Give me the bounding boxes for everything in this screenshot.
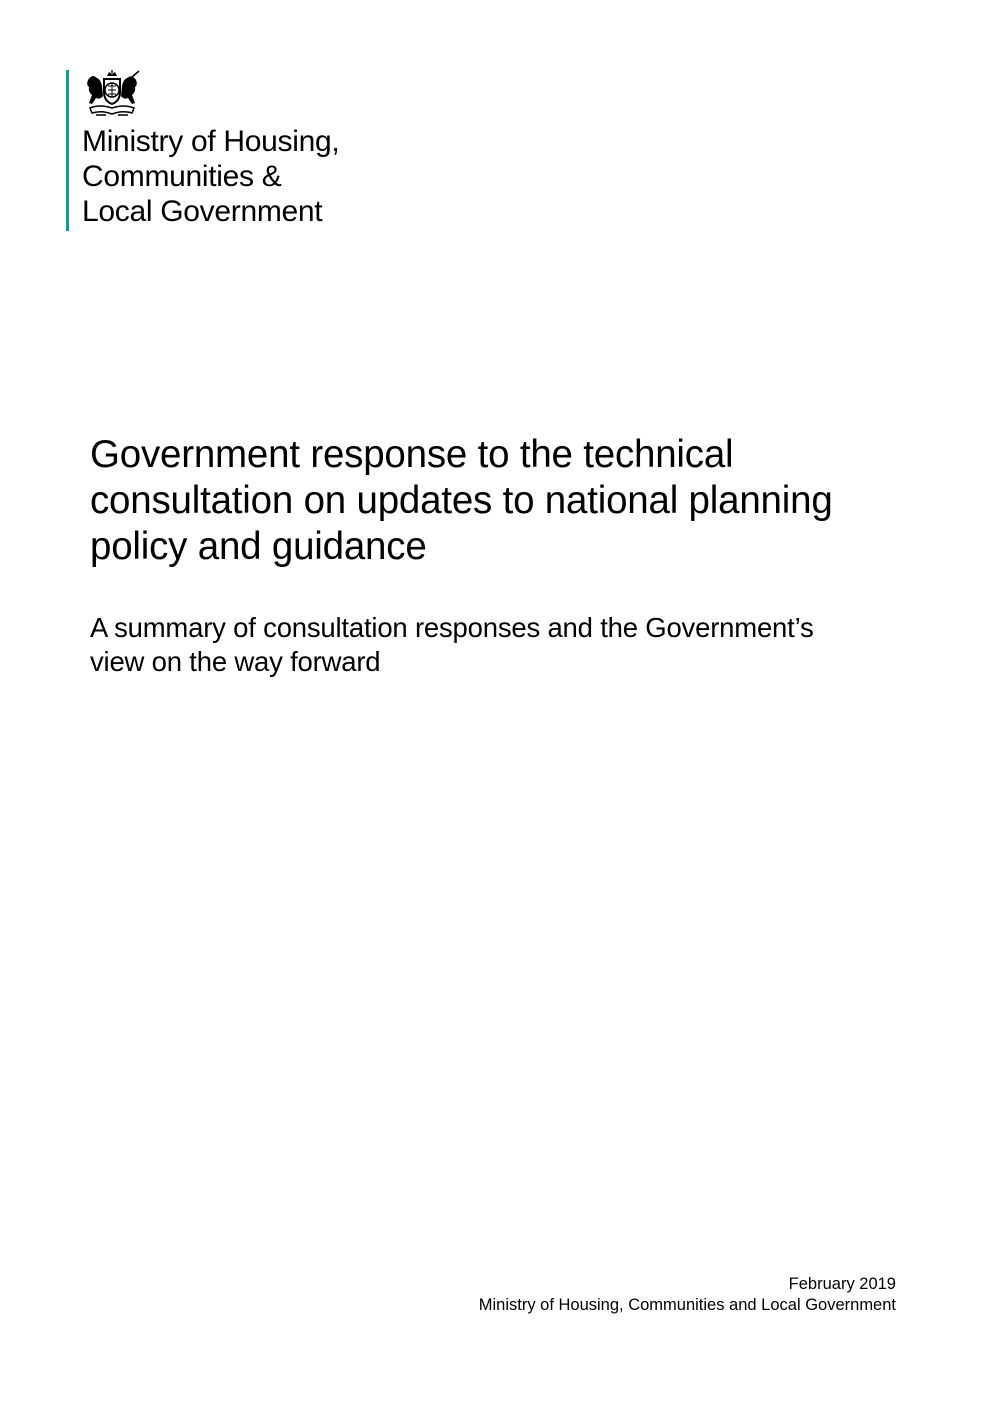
department-logo [66, 70, 339, 231]
title-line-3: policy and guidance [90, 525, 427, 568]
title-line-1: Government response to the technical [90, 433, 734, 476]
department-name [82, 124, 339, 229]
document-footer [479, 1274, 896, 1316]
royal-coat-of-arms-icon [82, 70, 142, 118]
department-name-line-3: Local Government [82, 195, 323, 228]
publisher-name: Ministry of Housing, Communities and Local Government [478, 1296, 896, 1314]
department-name-line-1: Ministry of Housing, [82, 125, 340, 158]
department-name-line-2: Communities & [82, 160, 282, 193]
document-title [90, 432, 910, 570]
title-line-2: consultation on updates to national planning [90, 479, 833, 522]
document-subtitle [90, 611, 910, 679]
subtitle-line-2: view on the way forward [90, 646, 381, 677]
publication-date: February 2019 [788, 1275, 896, 1293]
subtitle-line-1: A summary of consultation responses and the Government’s [90, 612, 814, 643]
